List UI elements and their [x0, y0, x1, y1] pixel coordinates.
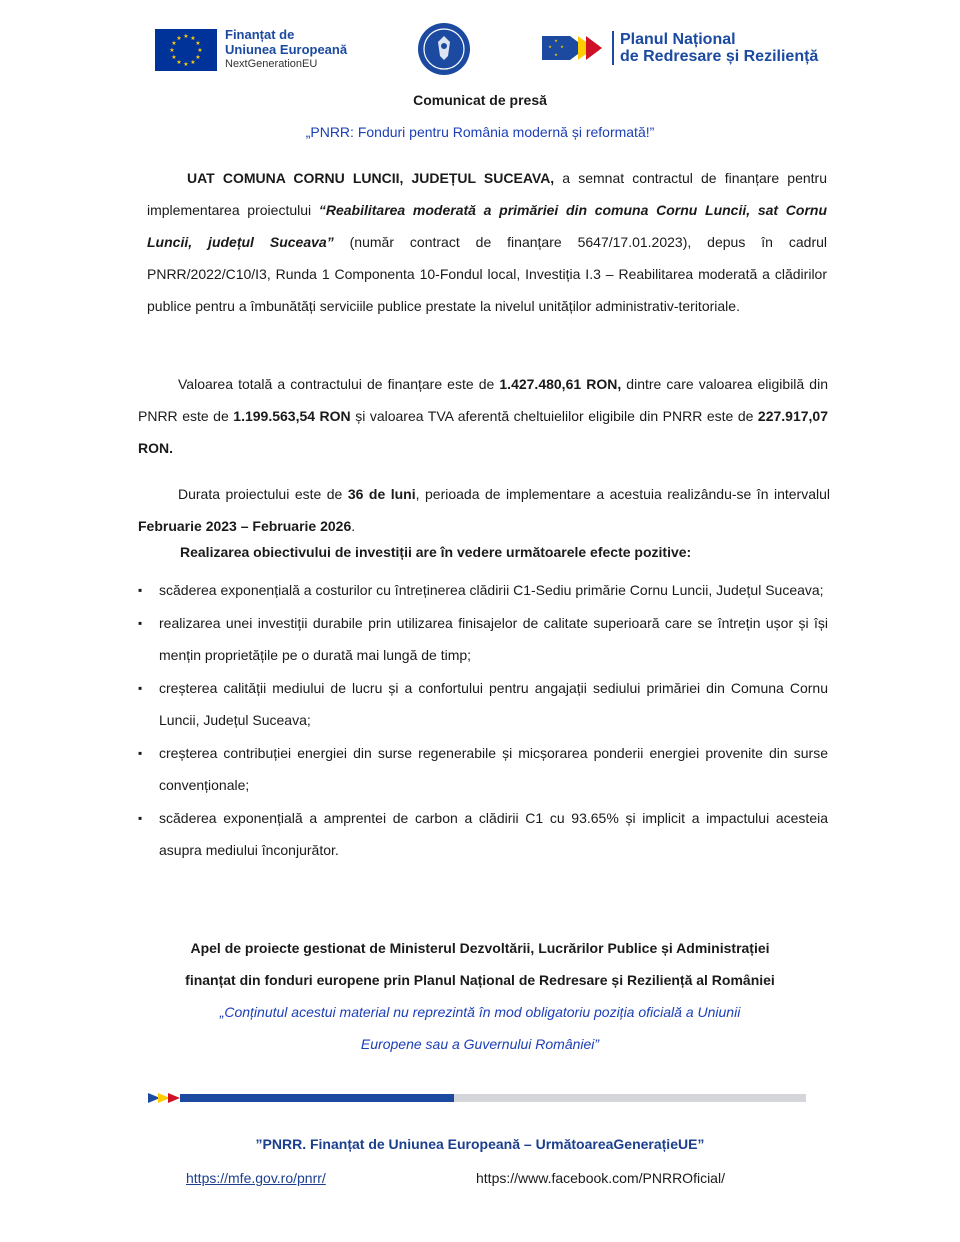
document-title: Comunicat de presă	[413, 92, 547, 108]
svg-text:★: ★	[554, 38, 558, 43]
eligible-value: 1.199.563,54 RON	[233, 408, 351, 424]
svg-text:★: ★	[190, 34, 196, 42]
eu-logo-line2: Uniunea Europeană	[225, 42, 348, 57]
disclaimer	[0, 996, 960, 1060]
paragraph-contract	[147, 162, 827, 322]
eu-flag-icon	[155, 29, 217, 71]
paragraph-text: , perioada de implementare a acestuia realizându-se în intervalul	[415, 486, 830, 502]
svg-text:★: ★	[554, 52, 558, 57]
list-item: ▪ scăderea exponențială a amprentei de carbon a clădirii C1 cu 93.65% și implicit a impactului acesteia asupra mediului înconjurător.	[138, 802, 828, 866]
disclaimer-line1: „Conținutul acestui material nu reprezintă în mod obligatoriu poziția oficială a Uniunii	[219, 1004, 741, 1020]
svg-text:★: ★	[560, 44, 564, 49]
list-item: ▪ creșterea calității mediului de lucru și a confortului pentru angajații sediului primăriei din Comuna Cornu Luncii, Județul Suceava;	[138, 672, 828, 736]
call-for-projects	[0, 932, 960, 996]
eu-logo-line3: NextGenerationEU	[225, 58, 318, 70]
eu-logo-line1: Finanțat de	[225, 27, 295, 42]
svg-text:★: ★	[195, 39, 201, 47]
vat-value: 227.917,07 RON.	[138, 408, 828, 456]
svg-text:★: ★	[195, 53, 201, 61]
total-value: 1.427.480,61 RON,	[499, 376, 622, 392]
implementation-interval: Februarie 2023 – Februarie 2026	[138, 518, 352, 534]
header-logos	[0, 18, 960, 78]
svg-text:★: ★	[171, 39, 177, 47]
paragraph-text: și valoarea TVA aferentă cheltuielilor eligibile din PNRR este de	[350, 408, 758, 424]
svg-text:★: ★	[548, 44, 552, 49]
svg-text:★: ★	[197, 46, 203, 54]
beneficiary-name: UAT COMUNA CORNU LUNCII, JUDEȚUL SUCEAVA,	[187, 170, 555, 186]
project-duration: 36 de luni	[347, 486, 416, 502]
paragraph-duration	[138, 478, 830, 542]
effects-list	[138, 574, 828, 867]
eu-funding-logo	[155, 27, 347, 72]
list-item: ▪ realizarea unei investiții durabile prin utilizarea finisajelor de calitate superioară care se întrețin ușor și își mențin proprietățile pe o durată mai lungă de timp;	[138, 607, 828, 671]
facebook-link[interactable]: https://www.facebook.com/PNRROficial/	[476, 1170, 725, 1186]
disclaimer-line2: Europene sau a Guvernului României”	[360, 1036, 600, 1052]
footer-slogan: ”PNRR. Finanțat de Uniunea Europeană – UrmătoareaGenerațieUE”	[255, 1136, 705, 1152]
call-line2: finanțat din fonduri europene prin Planul Național de Redresare și Reziliență al României	[185, 972, 775, 988]
svg-text:★: ★	[190, 58, 196, 66]
footer-arrows-icon	[148, 1092, 188, 1104]
mfe-link[interactable]: https://mfe.gov.ro/pnrr/	[186, 1170, 326, 1186]
paragraph-text: Valoarea totală a contractului de finanțare este de	[178, 376, 500, 392]
pnrr-logo-line1: Planul Național	[620, 31, 736, 48]
list-item: ▪ scăderea exponențială a costurilor cu întreținerea clădirii C1-Sediu primărie Cornu Luncii, Județul Suceava;	[138, 574, 828, 606]
svg-text:★: ★	[171, 53, 177, 61]
document-subtitle: „PNRR: Fonduri pentru România modernă și reformată!”	[305, 124, 655, 140]
svg-text:★: ★	[183, 32, 189, 40]
paragraph-values	[138, 368, 828, 464]
paragraph-text: (număr contract de finanțare 5647/17.01.2023), depus în cadrul PNRR/2022/C10/I3, Runda 1 Componenta 10-Fondul local, Investiția I.3 – Reabilitarea moderată a clădirilor publice pentru a îmbunătăți serviciile publice prestate la nivelul unităților administrativ-teritoriale.	[147, 234, 828, 314]
call-line1: Apel de proiecte gestionat de Ministerul Dezvoltării, Lucrărilor Publice și Administrației	[190, 940, 770, 956]
svg-text:★: ★	[169, 46, 175, 54]
svg-text:★: ★	[176, 58, 182, 66]
government-seal-icon	[417, 22, 471, 76]
list-item: ▪ creșterea contribuției energiei din surse regenerabile și micșorarea ponderii energiei provenite din surse convenționale;	[138, 737, 828, 801]
pnrr-logo	[542, 28, 818, 68]
footer-divider	[148, 1092, 806, 1104]
paragraph-text: Durata proiectului este de	[178, 486, 348, 502]
effects-heading: Realizarea obiectivului de investiții are în vedere următoarele efecte pozitive:	[180, 544, 692, 560]
project-name: “Reabilitarea moderată a primăriei din comuna Cornu Luncii, sat Cornu Luncii, județul Suceava”	[147, 202, 827, 250]
pnrr-arrows-icon	[542, 28, 608, 68]
paragraph-text: .	[351, 518, 356, 534]
svg-text:★: ★	[176, 34, 182, 42]
paragraph-text: dintre care valoarea eligibilă din PNRR este de	[138, 376, 828, 424]
svg-text:★: ★	[183, 60, 189, 68]
pnrr-logo-line2: de Redresare și Reziliență	[620, 48, 819, 65]
paragraph-text: a semnat contractul de finanțare pentru implementarea proiectului	[147, 170, 827, 218]
